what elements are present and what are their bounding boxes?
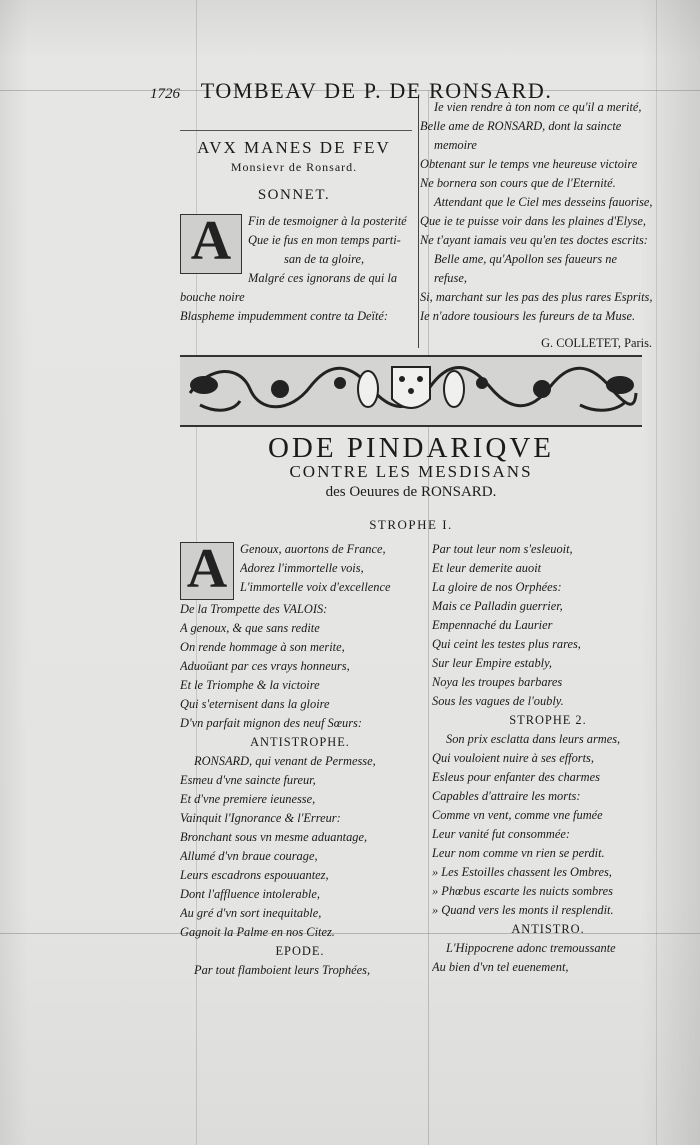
sonnet-line: Malgré ces ignorans de qui la	[248, 271, 398, 285]
ode-line: Et leur demerite auoit	[432, 561, 542, 575]
ode-line: Esmeu d'vne saincte fureur,	[180, 773, 316, 787]
page-number: 1726	[150, 86, 180, 102]
sonnet-line: Attendant que le Ciel mes desseins fauorise,	[434, 195, 653, 209]
sonnet-line: Ie n'adore tousiours les fureurs de ta Muse.	[420, 309, 636, 323]
ode-line: Son prix esclatta dans leurs armes,	[446, 732, 621, 746]
ode-line: L'Hippocrene adonc tremoussante	[446, 941, 616, 955]
ode-line: Genoux, auortons de France,	[240, 542, 386, 556]
ode-line: Au gré d'vn sort inequitable,	[180, 906, 322, 920]
sonnet-line: Belle ame de RONSARD, dont la saincte	[420, 119, 622, 133]
sonnet-line: Que ie fus en mon temps parti-	[248, 233, 401, 247]
ode-line: Qui ceint les testes plus rares,	[432, 637, 581, 651]
sonnet-line: Obtenant sur le temps vne heureuse victoire	[420, 157, 638, 171]
ode-line: Esleus pour enfanter des charmes	[432, 770, 600, 784]
signature: G. COLLETET, Paris.	[541, 336, 652, 350]
ode-line: Bronchant sous vn mesme aduantage,	[180, 830, 368, 844]
ode-line: » Les Estoilles chassent les Ombres,	[432, 865, 612, 879]
ode-line: Au bien d'vn tel euenement,	[432, 960, 569, 974]
ode-line: D'vn parfait mignon des neuf Sœurs:	[180, 716, 362, 730]
ode-line: Allumé d'vn braue courage,	[180, 849, 318, 863]
dropcap-letter: A	[186, 538, 228, 600]
ode-line: Comme vn vent, comme vne fumée	[432, 808, 603, 822]
ode-line: A genoux, & que sans redite	[180, 621, 320, 635]
ode-line: Aduoüant par ces vrays honneurs,	[180, 659, 350, 673]
ode-right-column	[432, 540, 664, 977]
ode-line: Et d'vne premiere ieunesse,	[180, 792, 316, 806]
header-rule	[180, 130, 412, 131]
ode-line: Qui s'eternisent dans la gloire	[180, 697, 330, 711]
ode-line: » Quand vers les monts il resplendit.	[432, 903, 614, 917]
sonnet-line: Si, marchant sur les pas des plus rares Esprits,	[420, 290, 653, 304]
sonnet-left-column	[180, 138, 408, 326]
sonnet-right-column	[420, 98, 660, 353]
ode-subtitle: CONTRE LES MESDISANS	[289, 462, 533, 481]
ode-line: Leurs escadrons espouuantez,	[180, 868, 329, 882]
strophe-1-label: STROPHE I.	[369, 517, 453, 532]
ode-line: Capables d'attraire les morts:	[432, 789, 581, 803]
sonnet-heading: SONNET.	[257, 187, 331, 203]
ode-left-column	[180, 540, 420, 980]
sonnet-line: Ie vien rendre à ton nom ce qu'il a merité,	[434, 100, 642, 114]
sonnet-line: Fin de tesmoigner à la posterité	[248, 214, 407, 228]
sonnet-line: Belle ame, qu'Apollon ses faueurs ne	[434, 252, 617, 266]
ode-line: Sur leur Empire estably,	[432, 656, 552, 670]
ode-line: Dont l'affluence intolerable,	[180, 887, 320, 901]
sonnet-subtitle: Monsievr de Ronsard.	[230, 160, 358, 174]
ode-title: ODE PINDARIQVE	[267, 432, 555, 464]
antistrophe-label: ANTISTROPHE.	[250, 735, 350, 749]
ode-line: Et le Triomphe & la victoire	[180, 678, 320, 692]
ode-line: RONSARD, qui venant de Permesse,	[194, 754, 376, 768]
ode-line: Sous les vagues de l'oubly.	[432, 694, 564, 708]
running-title: TOMBEAV DE P. DE RONSARD.	[200, 78, 553, 103]
ode-subtitle-2: des Oeuures de RONSARD.	[325, 484, 497, 500]
sonnet-line: Blaspheme impudemment contre ta Deïté:	[180, 309, 389, 323]
sonnet-line: Que ie te puisse voir dans les plaines d'Elyse,	[420, 214, 646, 228]
sonnet-line: san de ta gloire,	[284, 252, 365, 266]
sonnet-line: Ne t'ayant iamais veu qu'en tes doctes escrits:	[420, 233, 648, 247]
sonnet-line: Ne bornera son cours que de l'Eternité.	[420, 176, 616, 190]
ode-line: Mais ce Palladin guerrier,	[432, 599, 563, 613]
ode-line: Par tout flamboient leurs Trophées,	[194, 963, 371, 977]
floral-ornament-icon	[180, 357, 642, 421]
ode-line: Par tout leur nom s'esleuoit,	[432, 542, 573, 556]
sonnet-line: memoire	[434, 138, 477, 152]
ornamental-banner	[180, 355, 642, 427]
sonnet-title: AVX MANES DE FEV	[197, 138, 391, 157]
top-column-divider	[418, 96, 419, 348]
ode-line: Vainquit l'Ignorance & l'Erreur:	[180, 811, 341, 825]
ode-line: L'immortelle voix d'excellence	[240, 580, 391, 594]
ode-line: » Phœbus escarte les nuicts sombres	[432, 884, 613, 898]
ode-line: Leur vanité fut consommée:	[432, 827, 570, 841]
ode-line: De la Trompette des VALOIS:	[180, 602, 328, 616]
ode-line: La gloire de nos Orphées:	[432, 580, 562, 594]
ornamental-dropcap	[180, 538, 234, 600]
antistro-label: ANTISTRO.	[511, 922, 585, 936]
ode-line: Qui vouloient nuire à ses efforts,	[432, 751, 594, 765]
ode-line: Noya les troupes barbares	[432, 675, 563, 689]
sonnet-line: refuse,	[434, 271, 467, 285]
ode-line: Empennaché du Laurier	[432, 618, 553, 632]
epode-label: EPODE.	[275, 944, 325, 958]
ode-line: Gagnoit la Palme en nos Citez.	[180, 925, 335, 939]
ode-line: Adorez l'immortelle vois,	[240, 561, 364, 575]
dropcap-letter: A	[190, 210, 232, 272]
ornamental-dropcap	[180, 210, 242, 274]
sonnet-line: bouche noire	[180, 290, 245, 304]
ode-line: On rende hommage à son merite,	[180, 640, 345, 654]
ode-line: Leur nom comme vn rien se perdit.	[432, 846, 605, 860]
strophe-2-label: STROPHE 2.	[509, 713, 587, 727]
